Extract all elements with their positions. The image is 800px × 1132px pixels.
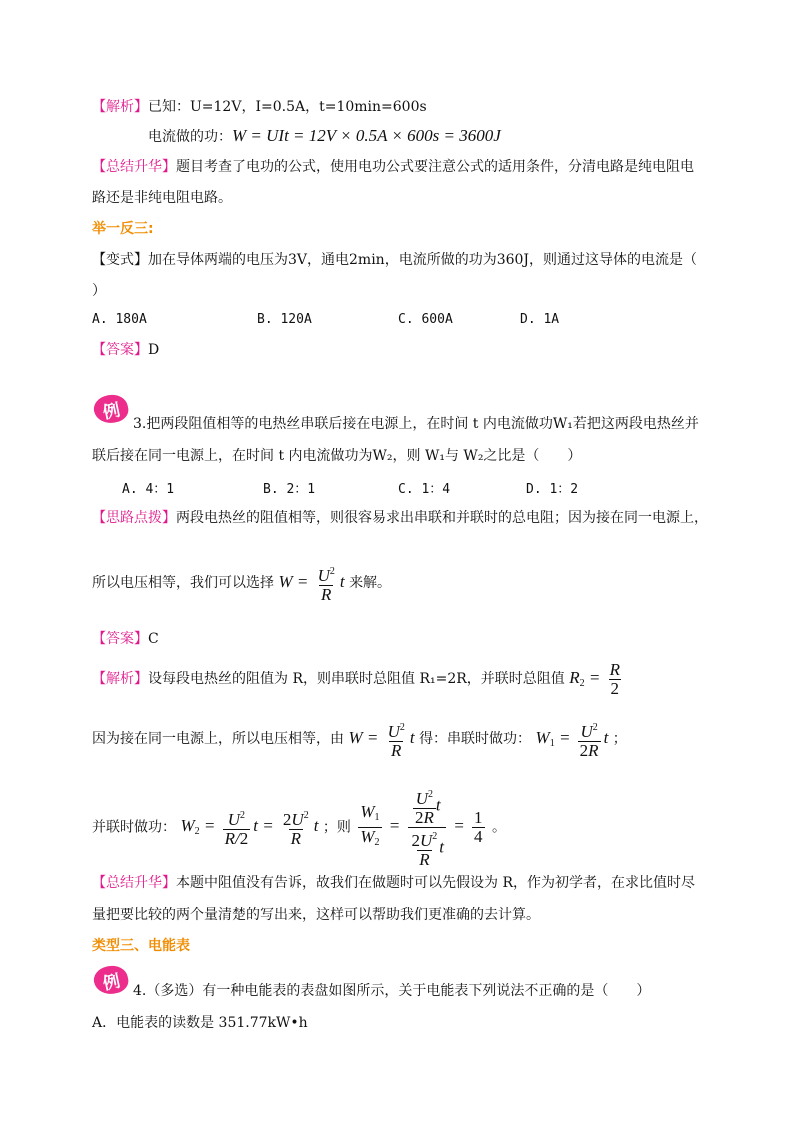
q3-option-b: B. 2：1	[263, 482, 316, 497]
analysis-2-text-5: 并联时做功：	[92, 819, 176, 836]
formula-w-u2-r-t: W = $\frac{U^2}{R}$ t	[278, 565, 345, 604]
answer-tag: 【答案】	[92, 342, 148, 358]
formula-w2: $W_2$ = $\frac{U^2}{R/2}$ t = $\frac{2U^2}{R}$ t	[180, 810, 319, 848]
formula-w: W = $\frac{U^2}{R}$ t	[348, 721, 415, 760]
hint-text: 两段电热丝的阻值相等，则很容易求出串联和并联时的总电阻；因为接在同一电源上，	[176, 510, 708, 526]
hint-line-1	[92, 508, 708, 528]
formula-w1: $W_1$ = $\frac{U^2}{2R}$ t	[535, 721, 609, 760]
question-3-line-2: 联后接在同一电源上，在时间 t 内电流做功为W₂，则 W₁与 W₂之比是（ ）	[92, 448, 582, 464]
analysis-2-text-1: 设每段电热丝的阻值为 R，则串联时总阻值 R₁=2R，并联时总阻值	[148, 671, 565, 687]
analysis-1-line	[92, 97, 427, 117]
analysis-2-line-2	[92, 718, 627, 764]
q3-option-c: C. 1：4	[398, 482, 451, 497]
q3-option-a: A. 4：1	[122, 482, 175, 497]
q4-option-a: A．电能表的读数是 351.77kW•h	[92, 1015, 308, 1031]
hint-tag: 【思路点拨】	[92, 510, 176, 526]
answer-value-2: C	[148, 631, 159, 647]
question-4-line-1: 4.（多选）有一种电能表的表盘如图所示，关于电能表下列说法不正确的是（ ）	[133, 983, 651, 999]
example-badge-icon: 例	[91, 392, 130, 426]
variant-line-2: ）	[92, 283, 106, 299]
hint-line-2	[92, 562, 391, 604]
work-formula: W = UIt = 12V × 0.5A × 600s = 3600J	[232, 126, 501, 145]
analysis-known: 已知：U=12V，I=0.5A，t=10min=600s	[148, 99, 427, 115]
analysis-2-line-1	[92, 658, 625, 704]
section-type3-heading: 类型三、电能表	[92, 938, 190, 954]
variant-option-a: A. 180A	[92, 312, 147, 327]
summary-text-1: 题目考查了电功的公式，使用电功公式要注意公式的适用条件，分清电路是纯电阻电	[176, 159, 694, 175]
summary-1-line-2: 路还是非纯电阻电路。	[92, 190, 232, 206]
formula-ratio: $\frac{W_1}{W_2}$ = $\frac{U^2}{2R}$ t $\frac{2U^2}{R}$ t = $\frac{1}{4}$	[360, 789, 483, 869]
analysis-2-text-3: 得：串联时做功：	[419, 731, 532, 747]
question-3-line-1: 3.把两段阻值相等的电热丝串联后接在电源上，在时间 t 内电流做功W₁若把这两段电热丝并	[133, 416, 699, 432]
summary-2-line-2: 量把要比较的两个量清楚的写出来，这样可以帮助我们更准确的去计算。	[92, 907, 540, 923]
summary-2-line-1	[92, 873, 695, 893]
analysis-2-text-2: 因为接在同一电源上，所以电压相等，由	[92, 731, 344, 747]
summary-tag: 【总结升华】	[92, 159, 176, 175]
answer-tag-2: 【答案】	[92, 631, 148, 647]
work-label: 电流做的功：	[148, 129, 232, 145]
hint-text-2: 所以电压相等，我们可以选择	[92, 575, 274, 591]
analysis-tag: 【解析】	[92, 99, 148, 115]
hint-text-3: 来解。	[349, 575, 392, 591]
example-badge-icon-2: 例	[91, 963, 130, 997]
variant-option-c: C. 600A	[398, 312, 453, 327]
analysis-2-text-7: 。	[491, 819, 506, 836]
analysis-tag-2: 【解析】	[92, 671, 148, 687]
answer-value: D	[148, 342, 160, 358]
summary-1-line-1	[92, 157, 694, 177]
variant-line-1	[92, 250, 697, 270]
q3-option-d: D. 1：2	[526, 482, 579, 497]
summary-tag-2: 【总结升华】	[92, 875, 176, 891]
variant-option-d: D. 1A	[520, 312, 560, 327]
analysis-2-text-6: ；则	[322, 819, 351, 836]
variant-option-b: B. 120A	[257, 312, 312, 327]
work-formula-line	[148, 126, 501, 147]
analysis-2-line-3	[92, 786, 506, 872]
answer-1	[92, 340, 159, 360]
analysis-2-text-4: ；	[612, 731, 627, 747]
answer-2	[92, 629, 159, 649]
variant-tag: 【变式】	[92, 252, 148, 268]
section-practice-heading: 举一反三:	[92, 221, 154, 237]
variant-text: 加在导体两端的电压为3V，通电2min，电流所做的功为360J，则通过这导体的电流是（	[148, 252, 698, 268]
formula-r2: $R_2$ = $\frac{R}{2}$	[569, 659, 620, 698]
summary-2-text-1: 本题中阻值没有告诉，故我们在做题时可以先假设为 R，作为初学者，在求比值时尽	[176, 875, 695, 891]
